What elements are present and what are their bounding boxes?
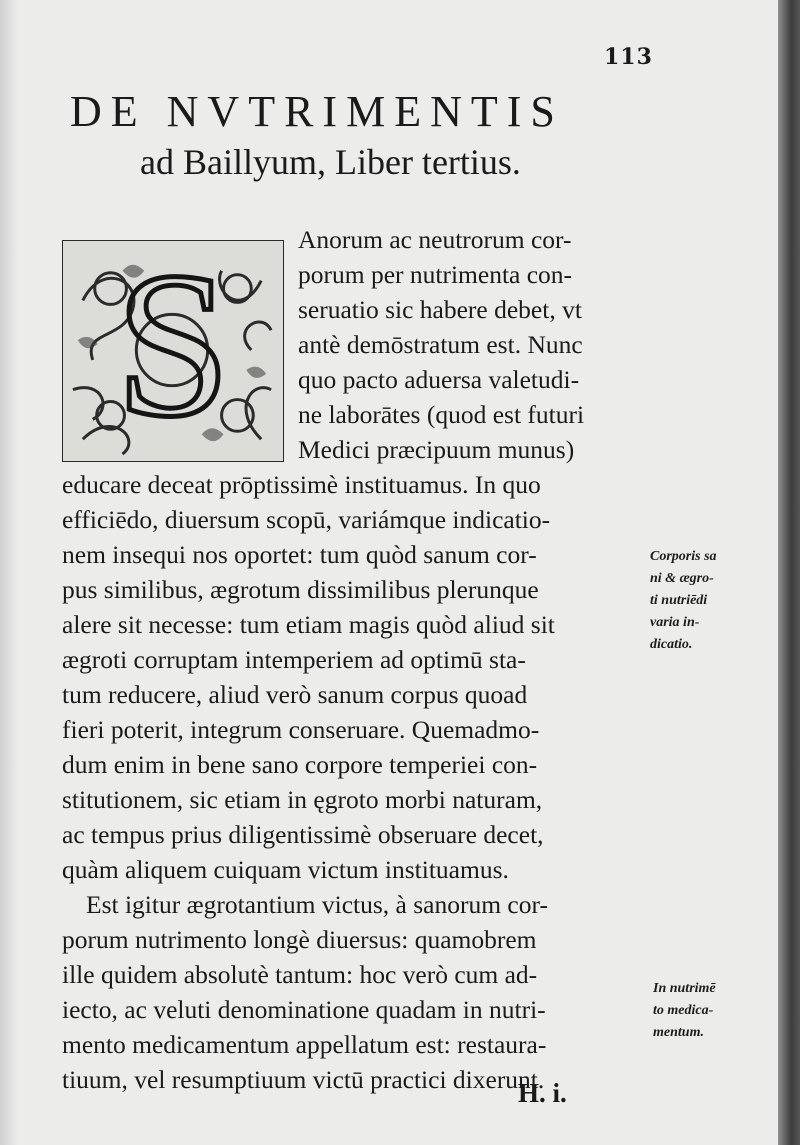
- margin-note-line: mentum.: [653, 1025, 704, 1040]
- margin-note-line: varia in-: [650, 615, 700, 630]
- text-line: ac tempus prius diligentissimè obseruare decet,: [62, 820, 544, 849]
- text-line: porum per nutrimenta con-: [298, 260, 573, 289]
- text-line: Medici præcipuum munus): [298, 435, 575, 464]
- text-line: iecto, ac veluti denominatione quadam in nutri-: [62, 995, 546, 1024]
- text-line: Est igitur ægrotantium victus, à sanorum cor-: [86, 890, 548, 919]
- catchword: H. i.: [518, 1078, 567, 1108]
- text-line: Anorum ac neutrorum cor-: [298, 225, 572, 254]
- margin-note-line: ni & ægro-: [650, 571, 714, 586]
- text-line: quo pacto aduersa valetudi-: [298, 365, 580, 394]
- initial-letter: S: [115, 241, 231, 461]
- body-text: [62, 222, 642, 1097]
- margin-note-line: ti nutriēdi: [650, 593, 708, 608]
- text-line: seruatio sic habere debet, vt: [298, 295, 582, 324]
- text-line: pus similibus, ægrotum dissimilibus plerunque: [62, 575, 539, 604]
- margin-note-line: to medica-: [653, 1003, 714, 1018]
- text-line: efficiēdo, diuersum scopū, variámque indicatio-: [62, 505, 551, 534]
- page-number: 113: [604, 44, 653, 70]
- margin-note-line: dicatio.: [650, 637, 693, 652]
- text-line: ne laborātes (quod est futuri: [298, 400, 585, 429]
- page-edge-shadow: [0, 0, 18, 1145]
- text-line: alere sit necesse: tum etiam magis quòd aliud sit: [62, 610, 555, 639]
- text-line: ille quidem absolutè tantum: hoc verò cum ad-: [62, 960, 538, 989]
- margin-note-line: In nutrimē: [653, 981, 716, 996]
- text-line: porum nutrimento longè diuersus: quamobrem: [62, 925, 537, 954]
- text-line: fieri poterit, integrum conseruare. Quemadmo-: [62, 715, 540, 744]
- text-line: educare deceat prōptissimè instituamus. In quo: [62, 470, 541, 499]
- page-subtitle: ad Baillyum, Liber tertius.: [140, 142, 521, 182]
- margin-note: [650, 546, 717, 656]
- margin-note-line: Corporis sa: [650, 549, 717, 564]
- text-line: antè demōstratum est. Nunc: [298, 330, 583, 359]
- text-line: mento medicamentum appellatum est: restaura-: [62, 1030, 547, 1059]
- text-line: dum enim in bene sano corpore temperiei con-: [62, 750, 538, 779]
- margin-note: [653, 978, 716, 1044]
- text-line: quàm aliquem cuiquam victum instituamus.: [62, 855, 509, 884]
- text-line: tiuum, vel resumptiuum victū practici dixerunt.: [62, 1065, 545, 1094]
- text-line: nem insequi nos oportet: tum quòd sanum cor-: [62, 540, 537, 569]
- page-title: DE NVTRIMENTIS: [70, 87, 564, 136]
- text-line: ægroti corruptam intemperiem ad optimū sta-: [62, 645, 526, 674]
- text-line: tum reducere, aliud verò sanum corpus quoad: [62, 680, 528, 709]
- text-line: stitutionem, sic etiam in ęgroto morbi naturam,: [62, 785, 543, 814]
- book-spine: [778, 0, 800, 1145]
